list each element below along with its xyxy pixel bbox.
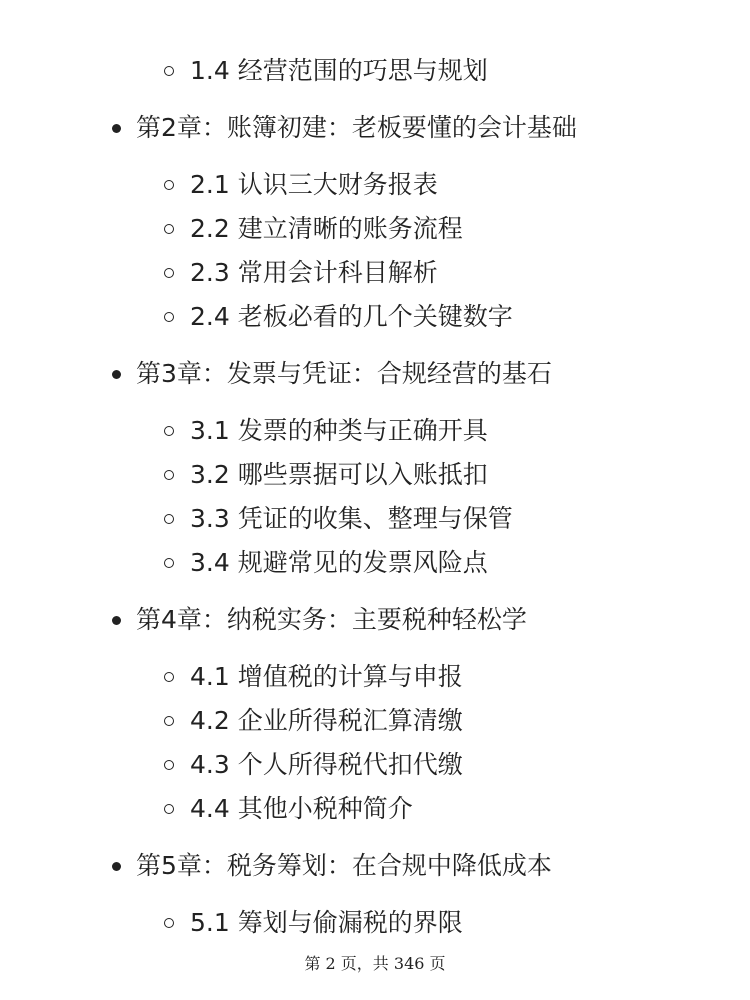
hollow-bullet-icon	[164, 180, 174, 190]
toc-section-label: 1.4 经营范围的巧思与规划	[190, 56, 488, 85]
toc-section-item	[164, 459, 488, 491]
toc-chapter-item	[112, 604, 527, 636]
hollow-bullet-icon	[164, 224, 174, 234]
toc-section-item	[164, 169, 438, 201]
toc-section-item	[164, 301, 513, 333]
toc-section-label: 2.2 建立清晰的账务流程	[190, 214, 463, 243]
toc-chapter-label: 第3章：发票与凭证：合规经营的基石	[136, 359, 552, 388]
hollow-bullet-icon	[164, 312, 174, 322]
toc-section-label: 3.2 哪些票据可以入账抵扣	[190, 460, 488, 489]
toc-section-item	[164, 257, 438, 289]
hollow-bullet-icon	[164, 918, 174, 928]
toc-chapter-item	[112, 358, 552, 390]
toc-section-label: 4.1 增值税的计算与申报	[190, 662, 463, 691]
toc-section-item	[164, 415, 488, 447]
toc-section-item	[164, 705, 463, 737]
hollow-bullet-icon	[164, 268, 174, 278]
toc-chapter-label: 第4章：纳税实务：主要税种轻松学	[136, 605, 527, 634]
toc-section-label: 3.1 发票的种类与正确开具	[190, 416, 488, 445]
toc-section-label: 4.3 个人所得税代扣代缴	[190, 750, 463, 779]
toc-chapter-label: 第2章：账簿初建：老板要懂的会计基础	[136, 113, 577, 142]
filled-bullet-icon	[112, 862, 121, 871]
hollow-bullet-icon	[164, 470, 174, 480]
toc-section-item	[164, 55, 488, 87]
filled-bullet-icon	[112, 616, 121, 625]
toc-chapter-label: 第5章：税务筹划：在合规中降低成本	[136, 851, 552, 880]
hollow-bullet-icon	[164, 760, 174, 770]
toc-section-item	[164, 503, 513, 535]
toc-section-item	[164, 547, 488, 579]
page-number-label: 第 2 页，共 346 页	[304, 954, 446, 973]
toc-chapter-item	[112, 850, 552, 882]
page-footer	[0, 951, 750, 974]
toc-section-label: 2.1 认识三大财务报表	[190, 170, 438, 199]
toc-section-item	[164, 213, 463, 245]
filled-bullet-icon	[112, 370, 121, 379]
hollow-bullet-icon	[164, 426, 174, 436]
hollow-bullet-icon	[164, 558, 174, 568]
toc-section-item	[164, 661, 463, 693]
toc-section-label: 4.2 企业所得税汇算清缴	[190, 706, 463, 735]
toc-section-label: 3.4 规避常见的发票风险点	[190, 548, 488, 577]
hollow-bullet-icon	[164, 804, 174, 814]
toc-section-item	[164, 793, 413, 825]
hollow-bullet-icon	[164, 716, 174, 726]
toc-section-label: 5.1 筹划与偷漏税的界限	[190, 908, 463, 937]
hollow-bullet-icon	[164, 66, 174, 76]
toc-section-label: 3.3 凭证的收集、整理与保管	[190, 504, 513, 533]
toc-section-label: 2.4 老板必看的几个关键数字	[190, 302, 513, 331]
hollow-bullet-icon	[164, 514, 174, 524]
filled-bullet-icon	[112, 124, 121, 133]
toc-section-label: 2.3 常用会计科目解析	[190, 258, 438, 287]
hollow-bullet-icon	[164, 672, 174, 682]
toc-chapter-item	[112, 112, 577, 144]
toc-section-label: 4.4 其他小税种简介	[190, 794, 413, 823]
toc-section-item	[164, 749, 463, 781]
toc-section-item	[164, 907, 463, 939]
